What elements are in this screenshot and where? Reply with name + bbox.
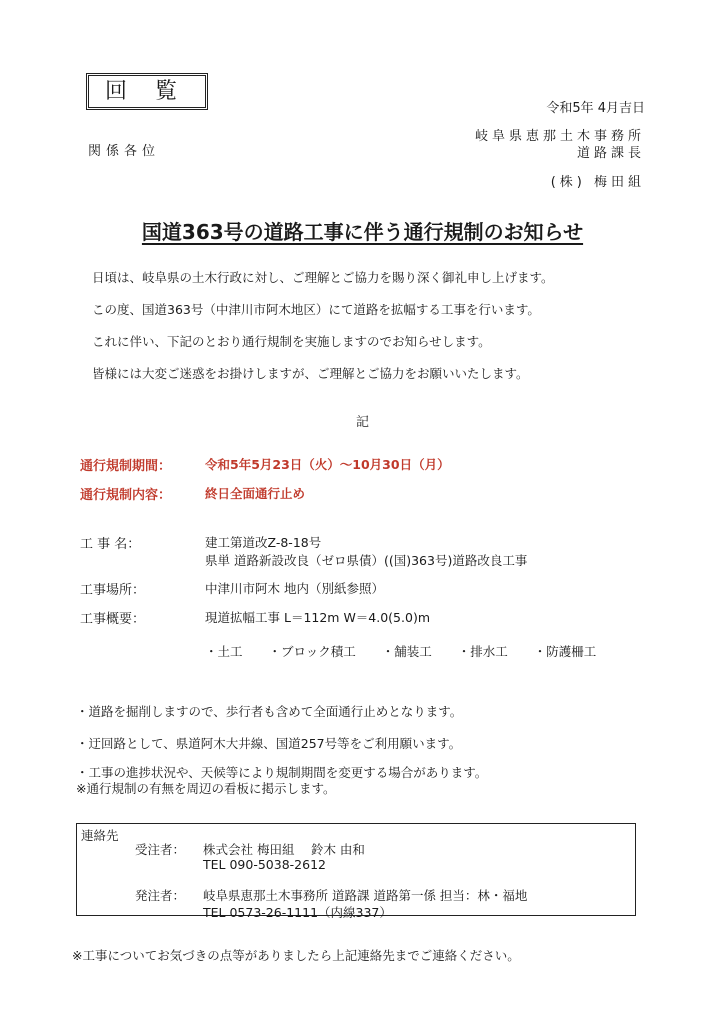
note-item: ※通行規制の有無を周辺の看板に掲示します。 (76, 781, 336, 796)
body-paragraph: 日頃は、岐阜県の土木行政に対し、ご理解とご協力を賜り深く御礼申し上げます。 (92, 270, 554, 285)
note-item: ・道路を掘削しますので、歩行者も含めて全面通行止めとなります。 (76, 704, 463, 719)
work-place-value: 中津川市阿木 地内（別紙参照） (205, 581, 384, 596)
body-paragraph: この度、国道363号（中津川市阿木地区）にて道路を拡幅する工事を行います。 (92, 302, 540, 317)
sender-office: 岐阜県恵那土木事務所 (474, 129, 645, 144)
work-item: ・防護柵工 (533, 644, 597, 659)
work-place-label: 工事場所： (80, 583, 146, 598)
work-summary-label: 工事概要： (80, 612, 146, 627)
regulation-content-value: 終日全面通行止め (205, 486, 306, 501)
work-summary-value: 現道拡幅工事 L＝112m W＝4.0(5.0)m (205, 610, 430, 625)
note-item: ・迂回路として、県道阿木大井線、国道257号等をご利用願います。 (76, 736, 462, 751)
sender-company: (株) 梅田組 (550, 175, 645, 190)
work-name-line2: 県単 道路新設改良（ゼロ県債）((国)363号)道路改良工事 (205, 553, 528, 568)
footer-note: ※工事についてお気づきの点等がありましたら上記連絡先までご連絡ください。 (72, 948, 520, 963)
regulation-period-label: 通行規制期間： (80, 459, 172, 474)
sender-section: 道路課長 (576, 146, 645, 161)
regulation-content-label: 通行規制内容： (80, 488, 172, 503)
body-paragraph: 皆様には大変ご迷惑をお掛けしますが、ご理解とご協力をお願いいたします。 (92, 366, 529, 381)
work-name-line1: 建工第道改Z-8-18号 (205, 535, 322, 550)
page-title: 国道363号の道路工事に伴う通行規制のお知らせ (141, 220, 584, 244)
regulation-period-value: 令和5年5月23日（火）～10月30日（月） (205, 457, 450, 472)
client-tel: TEL 0573-26-1111（内線337） (203, 905, 392, 920)
body-paragraph: これに伴い、下記のとおり通行規制を実施しますのでお知らせします。 (92, 334, 491, 349)
note-item: ・工事の進捗状況や、天候等により規制期間を変更する場合があります。 (76, 765, 488, 780)
client-name: 岐阜県恵那土木事務所 道路課 道路第一係 担当：林・福地 (203, 888, 528, 903)
work-item: ・ブロック積工 (268, 644, 356, 659)
work-items-list (205, 642, 618, 660)
addressee: 関係各位 (88, 144, 161, 159)
client-label: 発注者： (135, 888, 186, 903)
contact-box (76, 823, 636, 920)
work-item: ・排水工 (457, 644, 508, 659)
work-item: ・舗装工 (381, 644, 432, 659)
kairan-stamp: 回覧 (86, 73, 208, 110)
work-item: ・土工 (205, 644, 243, 659)
contractor-name: 株式会社 梅田組 鈴木 由和 (203, 842, 365, 857)
ki-heading: 記 (355, 415, 369, 430)
issue-date: 令和5年 4月吉日 (546, 101, 645, 116)
contact-heading: 連絡先 (81, 828, 119, 843)
contractor-tel: TEL 090-5038-2612 (203, 857, 326, 872)
work-name-label: 工 事 名： (80, 537, 141, 552)
contractor-label: 受注者： (135, 842, 186, 857)
